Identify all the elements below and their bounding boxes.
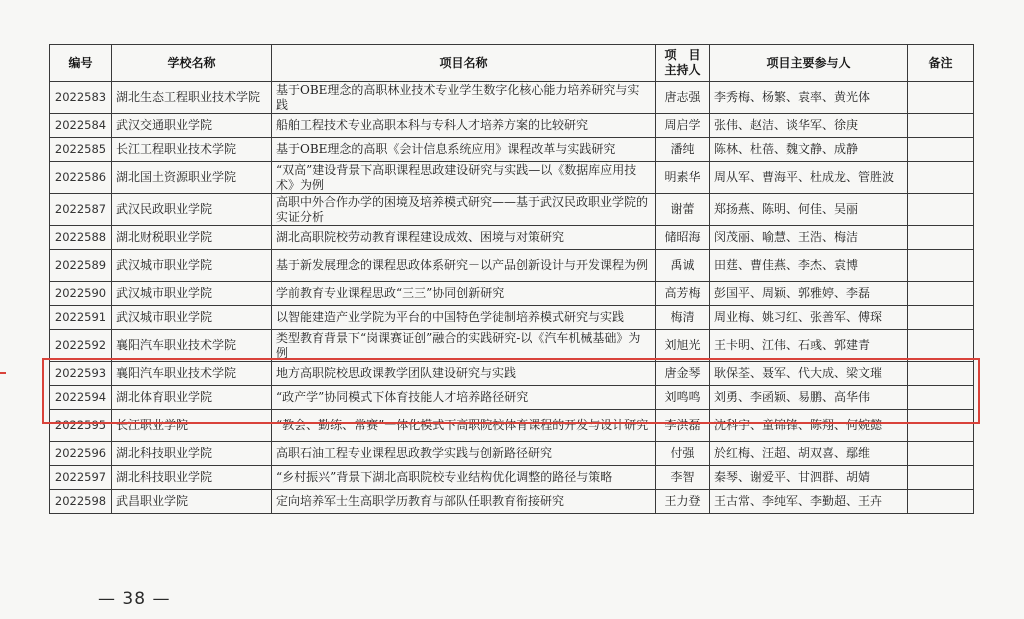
cell-remark	[908, 138, 974, 162]
cell-remark	[908, 194, 974, 226]
cell-id: 2022590	[50, 282, 112, 306]
header-leader	[656, 45, 710, 82]
cell-leader: 梅清	[656, 306, 710, 330]
cell-project: 基于新发展理念的课程思政体系研究－以产品创新设计与开发课程为例	[272, 250, 656, 282]
cell-members: 周业梅、姚习红、张善军、傅琛	[710, 306, 908, 330]
header-school: 学校名称	[112, 45, 272, 82]
cell-remark	[908, 282, 974, 306]
cell-id: 2022588	[50, 226, 112, 250]
cell-leader: 唐金琴	[656, 362, 710, 386]
cell-members: 周从军、曹海平、杜成龙、管胜波	[710, 162, 908, 194]
cell-remark	[908, 362, 974, 386]
cell-members: 刘勇、李函颖、易鹏、高华伟	[710, 386, 908, 410]
cell-school: 武昌职业学院	[112, 490, 272, 514]
cell-project: 船舶工程技术专业高职本科与专科人才培养方案的比较研究	[272, 114, 656, 138]
cell-id: 2022589	[50, 250, 112, 282]
table-row	[50, 250, 974, 282]
cell-school: 长江工程职业技术学院	[112, 138, 272, 162]
cell-id: 2022593	[50, 362, 112, 386]
header-leader-line2: 主持人	[664, 63, 701, 77]
table-body	[50, 82, 974, 514]
cell-school: 湖北科技职业学院	[112, 442, 272, 466]
cell-leader: 高芳梅	[656, 282, 710, 306]
cell-project: 类型教育背景下“岗课赛证创”融合的实践研究-以《汽车机械基础》为例	[272, 330, 656, 362]
cell-project: 高职中外合作办学的困境及培养模式研究——基于武汉民政职业学院的实证分析	[272, 194, 656, 226]
cell-id: 2022587	[50, 194, 112, 226]
cell-members: 秦琴、谢爱平、甘泗群、胡婧	[710, 466, 908, 490]
cell-school: 武汉民政职业学院	[112, 194, 272, 226]
cell-project: “双高”建设背景下高职课程思政建设研究与实践—以《数据库应用技术》为例	[272, 162, 656, 194]
cell-school: 襄阳汽车职业技术学院	[112, 330, 272, 362]
cell-leader: 刘鸣鸣	[656, 386, 710, 410]
cell-school: 湖北体育职业学院	[112, 386, 272, 410]
table-header-row	[50, 45, 974, 82]
cell-school: 湖北财税职业学院	[112, 226, 272, 250]
cell-remark	[908, 386, 974, 410]
cell-id: 2022586	[50, 162, 112, 194]
table-row	[50, 442, 974, 466]
table-row	[50, 162, 974, 194]
cell-members: 田莛、曹佳燕、李杰、袁博	[710, 250, 908, 282]
cell-members: 耿保荃、聂军、代大成、梁文璀	[710, 362, 908, 386]
cell-id: 2022592	[50, 330, 112, 362]
cell-remark	[908, 114, 974, 138]
cell-project: 基于OBE理念的高职《会计信息系统应用》课程改革与实践研究	[272, 138, 656, 162]
cell-project: 高职石油工程专业课程思政教学实践与创新路径研究	[272, 442, 656, 466]
cell-members: 王卡明、江伟、石彧、郭建青	[710, 330, 908, 362]
cell-leader: 付强	[656, 442, 710, 466]
cell-id: 2022597	[50, 466, 112, 490]
cell-id: 2022598	[50, 490, 112, 514]
cell-members: 李秀梅、杨繁、袁率、黄光体	[710, 82, 908, 114]
cell-remark	[908, 250, 974, 282]
cell-remark	[908, 82, 974, 114]
table-row	[50, 82, 974, 114]
cell-leader: 储昭海	[656, 226, 710, 250]
cell-members: 王古常、李纯军、李勤超、王卉	[710, 490, 908, 514]
cell-members: 陈林、杜蓓、魏文静、成静	[710, 138, 908, 162]
cell-members: 郑扬燕、陈明、何佳、吴丽	[710, 194, 908, 226]
header-id: 编号	[50, 45, 112, 82]
page-number: — 38 —	[98, 589, 171, 609]
cell-id: 2022596	[50, 442, 112, 466]
cell-remark	[908, 162, 974, 194]
table-row	[50, 466, 974, 490]
cell-members: 於红梅、汪超、胡双喜、鄢维	[710, 442, 908, 466]
cell-id: 2022591	[50, 306, 112, 330]
cell-project: “乡村振兴”背景下湖北高职院校专业结构优化调整的路径与策略	[272, 466, 656, 490]
cell-project: 基于OBE理念的高职林业技术专业学生数字化核心能力培养研究与实践	[272, 82, 656, 114]
table-row	[50, 194, 974, 226]
cell-project: 定向培养军士生高职学历教育与部队任职教育衔接研究	[272, 490, 656, 514]
cell-remark	[908, 226, 974, 250]
table-row	[50, 330, 974, 362]
margin-mark	[0, 372, 6, 374]
cell-remark	[908, 466, 974, 490]
cell-remark	[908, 306, 974, 330]
cell-id: 2022585	[50, 138, 112, 162]
table-row	[50, 226, 974, 250]
cell-id: 2022595	[50, 410, 112, 442]
cell-leader: 潘纯	[656, 138, 710, 162]
table-row	[50, 282, 974, 306]
table-row	[50, 386, 974, 410]
cell-members: 沈科宇、童锦锋、陈翔、何婉懿	[710, 410, 908, 442]
cell-leader: 李智	[656, 466, 710, 490]
cell-project: 地方高职院校思政课教学团队建设研究与实践	[272, 362, 656, 386]
cell-members: 张伟、赵洁、谈华军、徐庚	[710, 114, 908, 138]
header-leader-line1: 项 目	[664, 48, 701, 62]
cell-members: 彭国平、周颖、郭雅婷、李磊	[710, 282, 908, 306]
cell-leader: 谢蕾	[656, 194, 710, 226]
cell-school: 武汉城市职业学院	[112, 282, 272, 306]
cell-members: 闵茂丽、喻慧、王浩、梅洁	[710, 226, 908, 250]
cell-project: 学前教育专业课程思政“三三”协同创新研究	[272, 282, 656, 306]
cell-leader: 李洪磊	[656, 410, 710, 442]
header-project: 项目名称	[272, 45, 656, 82]
cell-project: “政产学”协同模式下体育技能人才培养路径研究	[272, 386, 656, 410]
table-row	[50, 490, 974, 514]
header-remark: 备注	[908, 45, 974, 82]
cell-school: 长江职业学院	[112, 410, 272, 442]
table-row	[50, 138, 974, 162]
cell-school: 湖北科技职业学院	[112, 466, 272, 490]
table-row	[50, 410, 974, 442]
cell-leader: 唐志强	[656, 82, 710, 114]
cell-id: 2022584	[50, 114, 112, 138]
cell-school: 湖北国土资源职业学院	[112, 162, 272, 194]
cell-leader: 明素华	[656, 162, 710, 194]
cell-leader: 王力登	[656, 490, 710, 514]
cell-project: 以智能建造产业学院为平台的中国特色学徒制培养模式研究与实践	[272, 306, 656, 330]
table-row	[50, 306, 974, 330]
cell-remark	[908, 442, 974, 466]
table-row	[50, 362, 974, 386]
cell-project: 湖北高职院校劳动教育课程建设成效、困境与对策研究	[272, 226, 656, 250]
cell-leader: 周启学	[656, 114, 710, 138]
cell-remark	[908, 490, 974, 514]
cell-school: 武汉城市职业学院	[112, 306, 272, 330]
cell-remark	[908, 410, 974, 442]
cell-school: 襄阳汽车职业技术学院	[112, 362, 272, 386]
table-row	[50, 114, 974, 138]
cell-school: 湖北生态工程职业技术学院	[112, 82, 272, 114]
project-table	[49, 44, 974, 514]
cell-project: “教会、勤练、常赛”一体化模式下高职院校体育课程的开发与设计研究	[272, 410, 656, 442]
cell-remark	[908, 330, 974, 362]
cell-school: 武汉交通职业学院	[112, 114, 272, 138]
header-members: 项目主要参与人	[710, 45, 908, 82]
cell-id: 2022594	[50, 386, 112, 410]
cell-id: 2022583	[50, 82, 112, 114]
cell-school: 武汉城市职业学院	[112, 250, 272, 282]
cell-leader: 刘旭光	[656, 330, 710, 362]
cell-leader: 禹诚	[656, 250, 710, 282]
